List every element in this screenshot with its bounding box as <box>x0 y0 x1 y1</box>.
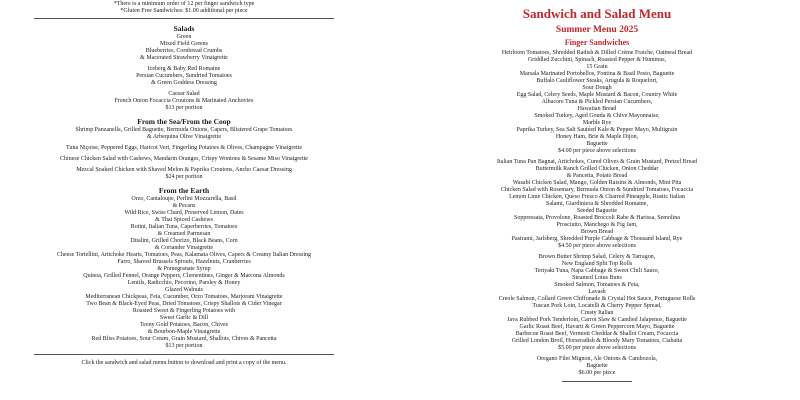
menu-line: Brown Butter Shrimp Salad, Celery & Tarragon, <box>538 254 656 260</box>
menu-line: Farro, Shaved Brussels Sprouts, Hazelnuts, Cranberries <box>117 259 251 265</box>
menu-line: Lemon Lime Chicken, Queso Fresco & Charred Pineapple, Rustic Italian <box>509 194 685 200</box>
menu-line: Blueberries, Cornbread Crumbs <box>145 48 223 54</box>
section-title-finger-sandwiches: Finger Sandwiches <box>564 38 630 47</box>
menu-line: Buffalo Cauliflower Steaks, Arugula & Roquefort, <box>536 78 658 84</box>
menu-line: Chinese Chicken Salad with Cashews, Mandarin Oranges, Crispy Wontons & Sesame Miso Vinaigrette <box>60 156 308 162</box>
menu-line: Smoked Turkey, Aged Gouda & Chive Mayonnaise, <box>534 113 660 119</box>
download-instructions: Click the sandwich and salad menu button to download and print a copy of the menu. <box>81 360 287 366</box>
menu-line: & Thai Spiced Cashews <box>155 217 213 223</box>
menu-line: Caesar Salad <box>168 91 200 97</box>
section-title-earth: From the Earth <box>158 186 210 195</box>
menu-line: Garlic Roast Beef, Havarti & Green Peppercorn Mayo, Baguette <box>519 324 675 330</box>
menu-line: & Pomegranate Syrup <box>157 266 211 272</box>
menu-line: Seeded Baguette <box>576 208 618 214</box>
menu-line: & Coriander Vinaigrette <box>154 245 214 251</box>
menu-line: & Bourbon-Maple Vinaigrette <box>147 329 221 335</box>
menu-line: Teeny Gold Potatoes, Bacon, Chives <box>140 322 228 328</box>
price-tier-1: $4.00 per piece above selections <box>558 148 636 154</box>
menu-line: Tuna Niçoise, Peppered Eggs, Haricot Vert, Fingerling Potatoes & Olives, Champagne Vinaigrette <box>66 145 302 151</box>
menu-line: & Pecans <box>172 203 196 209</box>
menu-line: Marble Rye <box>582 120 612 126</box>
menu-line: Shrimp Panzanella, Grilled Baguette, Bermuda Onions, Capers, Blistered Grape Tomatoes <box>75 127 293 133</box>
menu-line: Creole Salmon, Collard Green Chiffonade & Crystal Hot Sauce, Portuguese Rolls <box>498 296 696 302</box>
section-title-salads: Salads <box>173 24 195 33</box>
menu-line: Persian Cucumbers, Sundried Tomatoes <box>136 73 232 79</box>
menu-line: Two Bean & Black-Eyed Peas, Dried Tomatoes, Crispy Shallots & Cider Vinegar <box>86 301 282 307</box>
menu-line: Marsala Marinated Portobellos, Fontina & Basil Pesto, Baguette <box>519 71 675 77</box>
page-title: Sandwich and Salad Menu <box>522 6 672 21</box>
menu-line: Grilled London Broil, Horseradish & Bloody Mary Tomatoes, Ciabatta <box>511 338 683 344</box>
menu-page-right <box>402 0 792 382</box>
menu-line: Quinoa, Grilled Fennel, Orange Peppers, Clementines, Ginger & Marcona Almonds <box>83 273 285 279</box>
menu-line: Salami, Giardiniera & Shredded Romaine, <box>546 201 648 207</box>
menu-line: Orzo, Cantaloupe, Perlini Mozzarella, Basil <box>131 196 237 202</box>
menu-line: & Creamed Parmesan <box>157 231 211 237</box>
menu-line: Buttermilk Ranch Grilled Chicken, Onion Cheddar <box>535 166 659 172</box>
menu-line: Ditalini, Grilled Chorizo, Black Beans, Corn <box>130 238 238 244</box>
menu-line: Lentils, Radicchio, Pecorino, Parsley & Honey <box>127 280 241 286</box>
menu-line: New England Split Top Rolls <box>561 261 633 267</box>
menu-line: Mediterranean Chickpeas, Feta, Cucumber, Orzo Tomatoes, Marjoram Vinaigrette <box>85 294 283 300</box>
minimum-order-note: *There is a minimum order of 12 per finger sandwich type <box>113 1 255 7</box>
menu-line: Java Rubbed Pork Tenderloin, Carrot Slaw & Candied Jalapenos, Baguette <box>507 317 687 323</box>
menu-line: Iceberg & Baby Red Romaine <box>147 66 221 72</box>
menu-subtitle: Summer Menu 2025 <box>555 25 639 35</box>
menu-line: Honey Ham, Brie & Maple Dijon, <box>555 134 639 140</box>
menu-line: 15 Grain <box>586 64 608 70</box>
menu-line: Lavash <box>588 289 606 295</box>
divider <box>34 354 334 355</box>
menu-line: Green <box>176 34 192 40</box>
price-tier-4: $6.00 per piece <box>578 370 616 376</box>
menu-line: Roasted Sweet & Fingerling Potatoes with <box>132 308 236 314</box>
menu-line: Brown Bread <box>580 229 614 235</box>
price-salads: $13 per portion <box>165 105 203 111</box>
menu-line: Red Bliss Potatoes, Sour Cream, Grain Mustard, Shallots, Chives & Pancetta <box>91 336 277 342</box>
gluten-free-note: *Gluten Free Sandwiches: $1.00 additional per piece <box>120 7 248 14</box>
menu-line: French Onion Focaccia Croutons & Marinated Anchovies <box>114 98 254 104</box>
menu-line: Hawaiian Bread <box>577 106 617 112</box>
menu-line: Sweet Garlic & Dill <box>159 315 209 321</box>
menu-line: Soppressata, Provolone, Roasted Broccoli Rabe & Harissa, Semolina <box>514 215 680 221</box>
menu-line: Mixed Field Greens <box>160 41 208 47</box>
menu-line: Griddled Zucchini, Spinach, Roasted Pepper & Hummus, <box>527 57 667 63</box>
section-title-sea-coop: From the Sea/From the Coop <box>137 117 231 126</box>
menu-line: Heirloom Tomatoes, Shredded Radish & Dilled Crème Fraiche, Oatmeal Bread <box>501 50 693 56</box>
menu-line: Chicken Salad with Rosemary, Bermuda Onion & Sundried Tomatoes, Focaccia <box>500 187 694 193</box>
divider <box>34 18 334 19</box>
menu-line: Wild Rice, Swiss Chard, Preserved Lemon, Dates <box>124 210 244 216</box>
menu-line: Oregano Filet Mignon, Ale Onions & Cambozola, <box>536 356 658 362</box>
menu-line: Italian Tuna Pan Bagnat, Artichokes, Cured Olives & Grain Mustard, Pretzel Bread <box>497 159 697 165</box>
menu-line: Steamed Lotus Buns <box>572 275 622 281</box>
menu-page-left <box>28 0 340 368</box>
menu-line: Baguette <box>586 363 608 369</box>
menu-line: Barbecue Roast Beef, Vermont Cheddar & Shallot Cream, Focaccia <box>515 331 679 337</box>
menu-line: Tuscan Pork Loin, Locatelli & Cherry Pepper Spread, <box>532 303 662 309</box>
menu-line: Baguette <box>586 141 608 147</box>
menu-line: Albacore Tuna & Pickled Persian Cucumbers, <box>541 99 653 105</box>
menu-line: Paprika Turkey, Sea Salt Sautéed Kale & Pepper Mayo, Multigrain <box>516 127 678 133</box>
menu-line: Sour Dough <box>582 85 612 91</box>
price-sea-coop: $24 per portion <box>165 174 203 180</box>
divider <box>562 381 632 382</box>
menu-line: & Pancetta, Potato Bread <box>566 173 628 179</box>
price-tier-2: $4.50 per piece above selections <box>558 243 636 249</box>
menu-line: Cheese Tortellini, Artichoke Hearts, Tomatoes, Peas, Kalamata Olives, Capers & Creamy Italian Dressing <box>56 252 312 258</box>
menu-line: Wasabi Chicken Salad, Mango, Golden Raisins & Almonds, Mini Pita <box>512 180 682 186</box>
menu-line: & Macerated Strawberry Vinaigrette <box>140 55 228 61</box>
price-earth: $13 per portion <box>165 343 203 349</box>
menu-line: Teriyaki Tuna, Napa Cabbage & Sweet Chili Sauce, <box>534 268 660 274</box>
menu-line: Mezcal Soaked Chicken with Shaved Melon & Paprika Croutons, Ancho Caesar Dressing <box>76 167 292 173</box>
menu-line: Egg Salad, Celery Seeds, Maple Mustard & Bacon, Country White <box>516 92 678 98</box>
menu-line: & Arbequina Olive Vinaigrette <box>146 134 221 140</box>
menu-line: Smoked Salmon, Tomatoes & Feta, <box>554 282 640 288</box>
menu-line: Crusty Italian <box>580 310 614 316</box>
menu-line: Rotini, Italian Tuna, Caperberries, Tomatoes <box>130 224 238 230</box>
menu-line: Glazed Walnuts <box>165 287 203 293</box>
menu-line: Prosciutto, Manchego & Fig Jam, <box>556 222 638 228</box>
menu-line: Pastrami, Jarlsberg, Shredded Purple Cabbage & Thousand Island, Rye <box>511 236 683 242</box>
menu-line: & Green Goddess Dressing <box>151 80 217 86</box>
price-tier-3: $5.00 per piece above selections <box>558 345 636 351</box>
